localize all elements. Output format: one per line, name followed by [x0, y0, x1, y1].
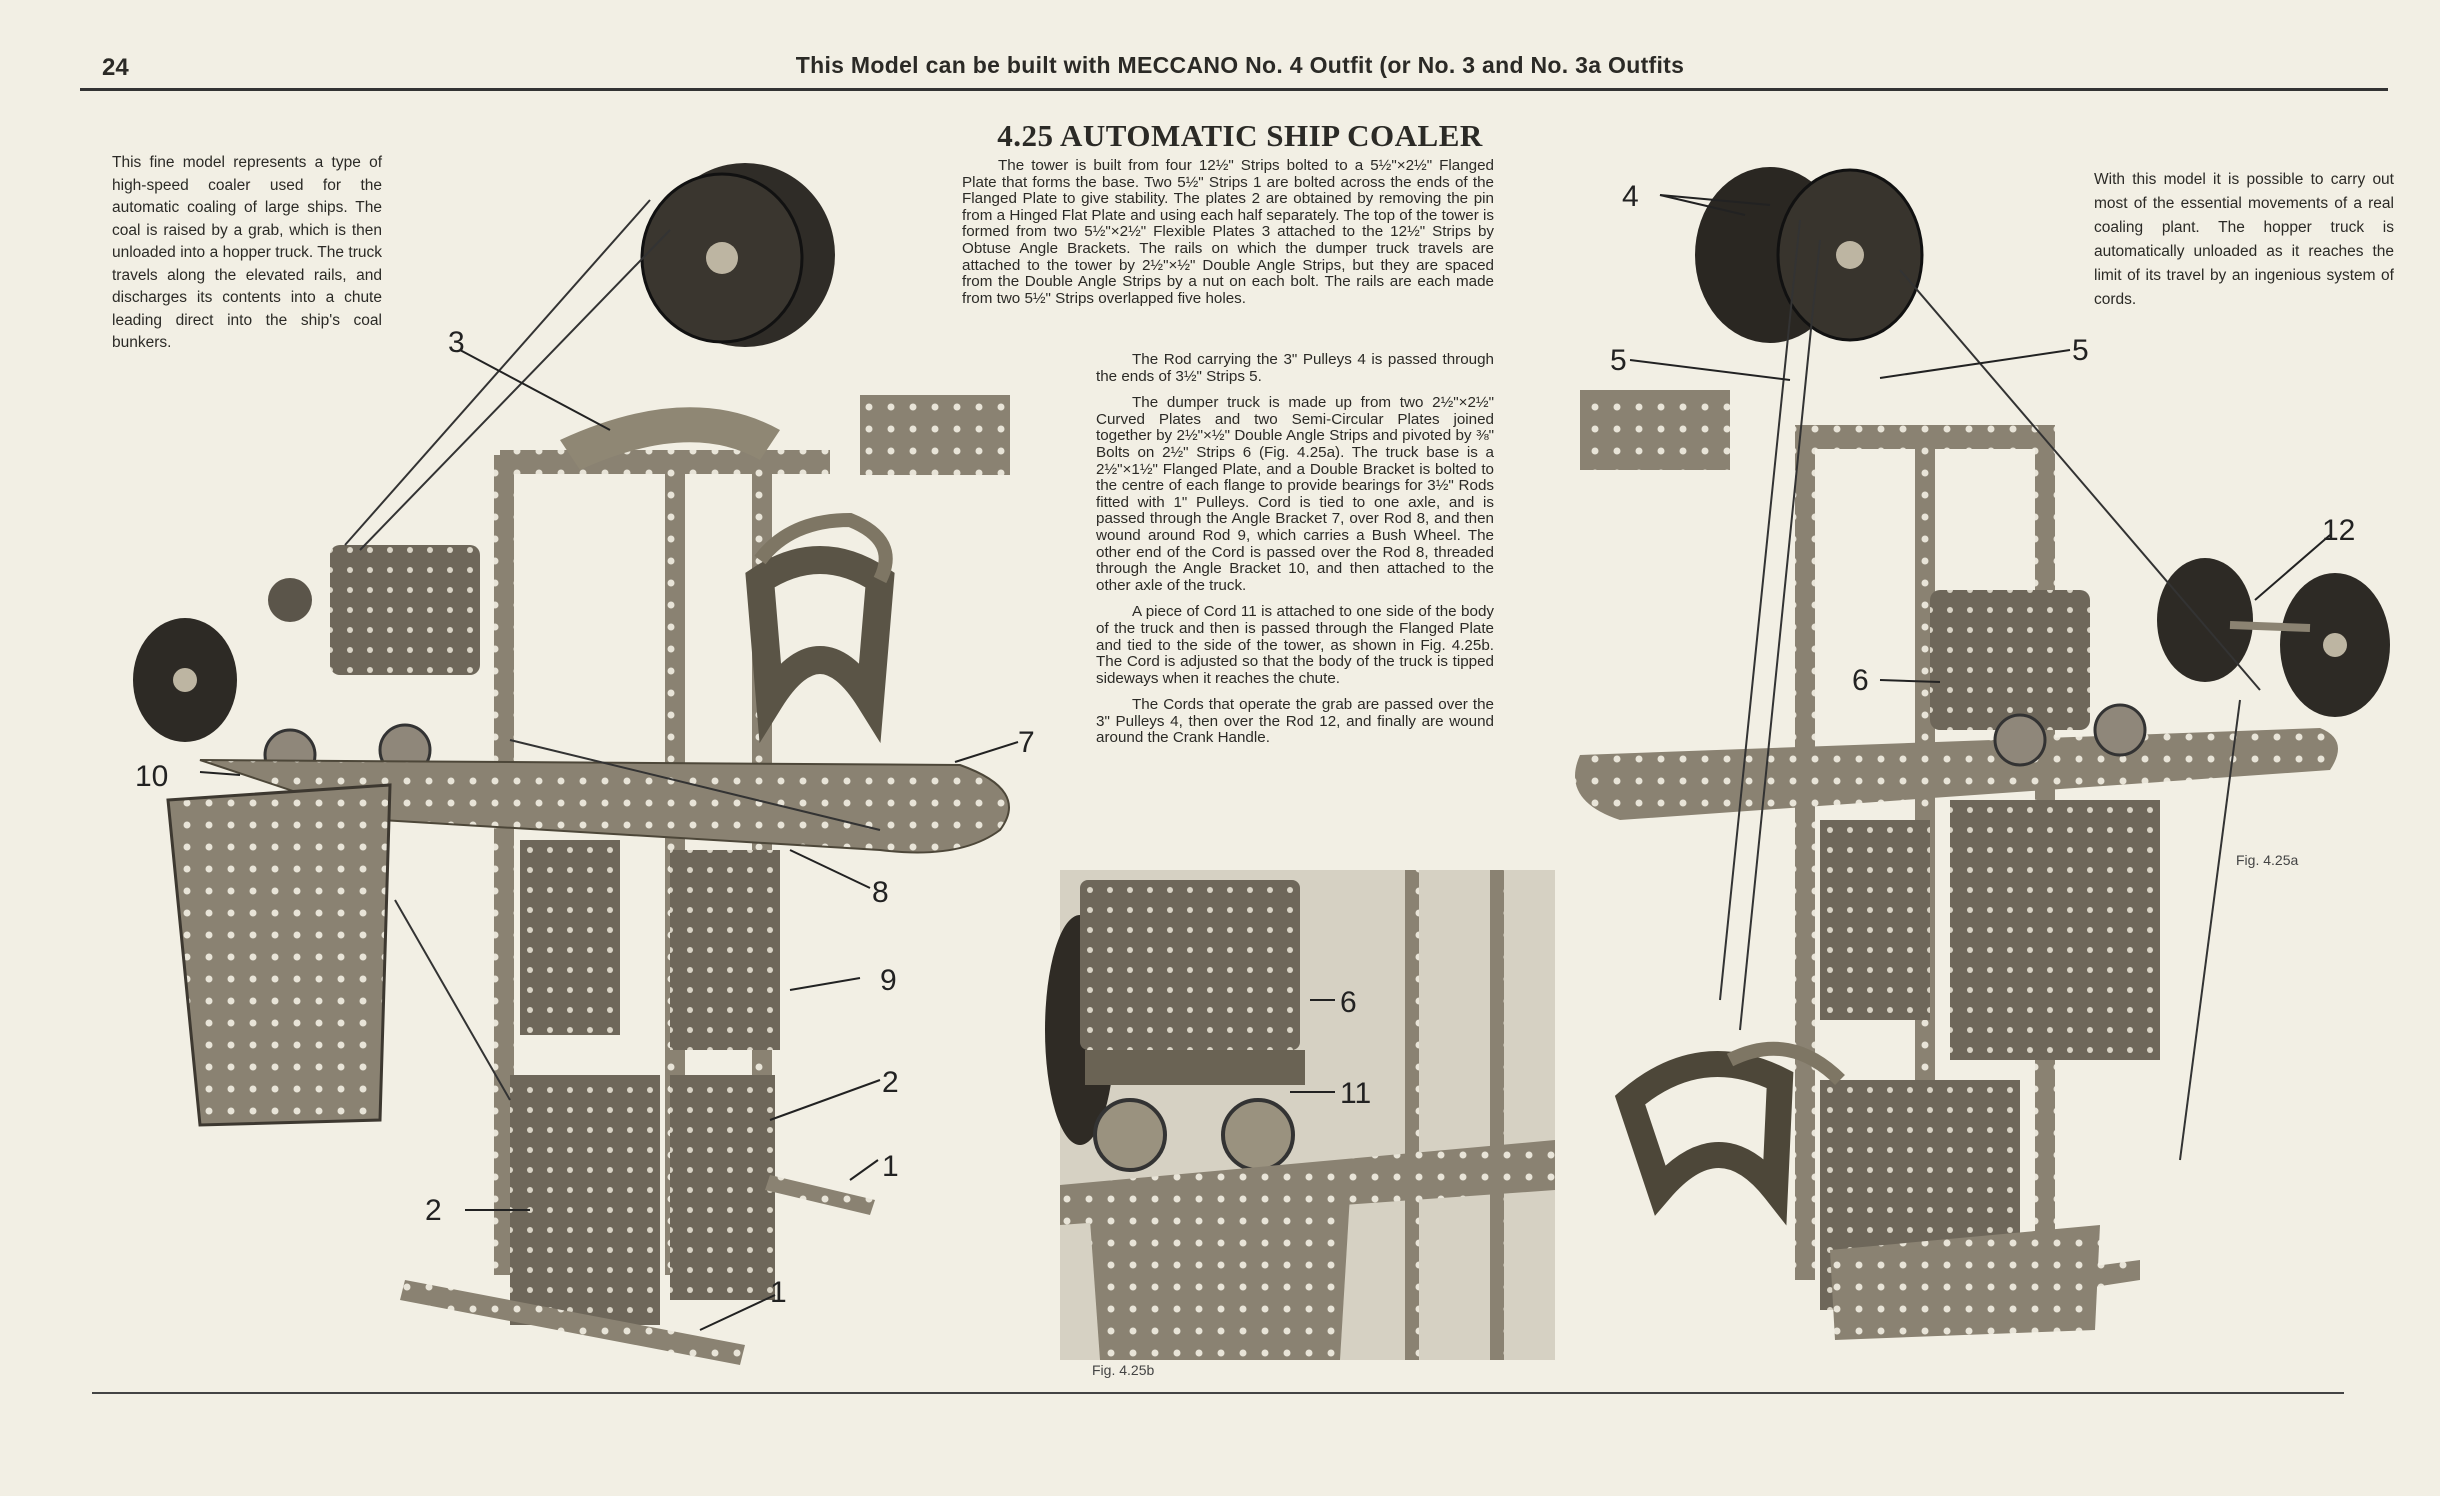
running-head: This Model can be built with MECCANO No. 4 Outfit (or No. 3 and No. 3a Outfits — [795, 52, 1685, 78]
body-paragraph-3: The dumper truck is made up from two 2½"×2½" Curved Plates and two Semi-Circular Plates joined together by 2½"×½" Double Angle Strips and pivoted by ⅜" Bolts on 2½" Strips 6 (Fig. 4.25a). The truck base is a 2½"×1½" Flanged Plate, and a Double Bracket is bolted to the centre of each flange to provide bearings for 3½" Rods fitted with 1" Pulleys. Cord is tied to one axle, and is passed through the Angle Bracket 7, over Rod 8, and then wound around Rod 9, which carries a Bush Wheel. The other end of the Cord is passed over the Rod 8, threaded through the Angle Bracket 10, and then attached to the other axle of the truck. — [1096, 394, 1494, 594]
base-plate — [510, 1075, 660, 1325]
tower-strip — [1795, 440, 1815, 1280]
callout-10: 10 — [135, 760, 169, 793]
page-number: 24 — [102, 54, 129, 81]
body-paragraph-5: The Cords that operate the grab are passed over the 3" Pulleys 4, then over the Rod 12, and finally are wound around the Crank Handle. — [1096, 696, 1494, 747]
callout-11: 11 — [1340, 1077, 1372, 1110]
grab — [1630, 1064, 1780, 1190]
body-paragraph-2: The Rod carrying the 3" Pulleys 4 is passed through the ends of 3½" Strips 5. — [1096, 351, 1494, 385]
callout-6: 6 — [1852, 664, 1869, 697]
chute — [168, 785, 390, 1125]
footer-rule — [92, 1392, 2344, 1394]
callout-5-left: 5 — [1610, 344, 1627, 377]
callout-12: 12 — [2322, 514, 2356, 547]
hopper-truck — [330, 545, 480, 675]
chute — [1090, 1195, 1350, 1360]
fig-4-25a-illustration — [1575, 167, 2390, 1340]
callout-8: 8 — [872, 876, 889, 909]
callout-2-left: 2 — [425, 1194, 442, 1227]
figure-caption-b: Fig. 4.25b — [1092, 1362, 1155, 1378]
callout-1-bottom: 1 — [770, 1276, 787, 1309]
callout-7: 7 — [1018, 726, 1035, 759]
callout-9: 9 — [880, 964, 897, 997]
body-paragraph-1: The tower is built from four 12½" Strips bolted to a 5½"×2½" Flanged Plate that forms the base. Two 5½" Strips 1 are bolted across the ends of the Flanged Plate to give stability. The plates 2 are obtained by removing the pin from a Hinged Flat Plate and using each half separately. The top of the tower is formed from two 5½"×2½" Flexible Plates 3 attached to the 12½" Strips by Obtuse Angle Brackets. The rails on which the dumper truck travels are attached to the tower by 2½"×½" Double Angle Strips, but they are spaced from the Double Angle Strips by a nut on each bolt. The rails are each made from two 5½" Strips overlapped five holes. — [962, 157, 1494, 307]
truck-body — [1080, 880, 1300, 1050]
callout-6: 6 — [1340, 986, 1357, 1019]
model-title: 4.25 AUTOMATIC SHIP COALER — [997, 118, 1483, 153]
figure-caption-a: Fig. 4.25a — [2236, 852, 2299, 868]
callout-1-right: 1 — [882, 1150, 899, 1183]
callout-2-right: 2 — [882, 1066, 899, 1099]
callout-3: 3 — [448, 326, 465, 359]
callout-5-right: 5 — [2072, 334, 2089, 367]
body-paragraph-4: A piece of Cord 11 is attached to one side of the body of the truck and then is passed through the Flanged Plate and tied to the side of the tower, as shown in Fig. 4.25b. The Cord is adjusted so that the body of the truck is tipped sideways when it reaches the chute. — [1096, 603, 1494, 687]
fig-4-25b-illustration — [1045, 870, 1555, 1360]
main-model-illustration — [133, 163, 1035, 1365]
intro-left-text: This fine model represents a type of high-speed coaler used for the automatic coaling of large ships. The coal is raised by a grab, which is then unloaded into a hopper truck. The truck travels along the elevated rails, and discharges its contents into a chute leading direct into the ship's coal bunkers. — [112, 154, 382, 351]
intro-right-text: With this model it is possible to carry out most of the essential movements of a real coaling plant. The hopper truck is automatically unloaded as it reaches the limit of its travel by an ingenious system of cords. — [2094, 171, 2394, 308]
flat-plate — [860, 395, 1010, 475]
callout-4: 4 — [1622, 180, 1639, 213]
